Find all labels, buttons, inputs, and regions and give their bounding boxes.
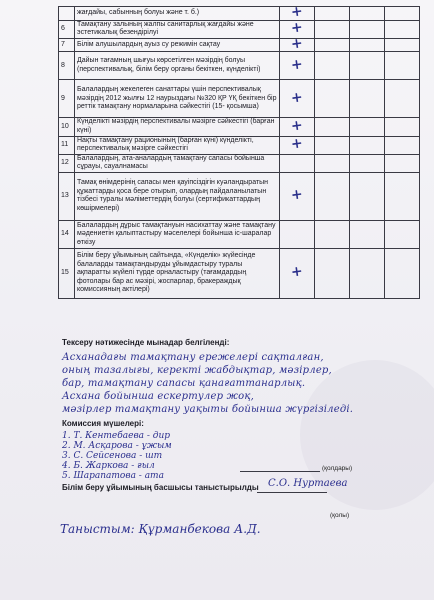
table-row [59,118,420,136]
row-empty-cell [315,7,350,21]
criteria-table [58,3,420,299]
row-empty-cell [385,80,420,118]
checkmark-plus-icon: + [290,88,304,107]
conclusion-line: оның тазалығы, керекті жабдықтар, мәзірлер, [62,365,332,376]
row-empty-cell [315,172,350,220]
row-empty-cell [350,154,385,172]
row-number: 10 [59,118,75,136]
row-mark [280,220,315,248]
row-empty-cell [350,80,385,118]
conclusion-line: Асханадағы тамақтану ережелері сақталған, [62,352,324,363]
row-empty-cell [315,154,350,172]
row-mark [280,80,315,118]
signature-rule [240,471,320,472]
row-criterion-text: Білім беру ұйымының сайтында, «Күнделік» жүйесінде балаларды тамақтандыруды ұйымдастыру туралы ақпаратты жүйелі түрде орналастыру (тағамдардың фотолары бар ас мәзірі, жоспарлар, бракераждық комиссияның актілері) [75,248,280,298]
row-number: 15 [59,248,75,298]
checkmark-plus-icon: + [290,3,304,21]
table-row [59,220,420,248]
row-mark [280,118,315,136]
row-mark [280,154,315,172]
row-criterion-text: Тамақтану залының жалпы санитарлық жағдайы және эстетикалық безендірілуі [75,20,280,38]
row-mark [280,3,315,21]
checkmark-plus-icon: + [290,263,304,281]
row-empty-cell [385,220,420,248]
row-empty-cell [350,118,385,136]
row-empty-cell [350,38,385,52]
checkmark-plus-icon: + [290,35,304,53]
row-empty-cell [315,220,350,248]
signatures-label: (қолдары) [322,465,353,472]
row-empty-cell [350,7,385,21]
row-empty-cell [350,20,385,38]
familiar-handwriting: Таныстым: Құрманбекова А.Д. [60,522,261,536]
row-empty-cell [385,248,420,298]
conclusion-line: бар, тамақтану сапасы қанағаттанарлық. [62,378,306,389]
row-empty-cell [350,136,385,154]
table-row [59,38,420,52]
head-signature-handwriting: С.О. Нуртаева [268,478,348,489]
row-empty-cell [315,80,350,118]
row-empty-cell [315,20,350,38]
row-number: 7 [59,38,75,52]
table-row [59,172,420,220]
member-signature-line: 5. Шарапатова - ата [62,471,164,481]
head-acknowledged-label: Білім беру ұйымының басшысы таныстырылды [62,483,259,492]
row-criterion-text: Балалардың дұрыс тамақтануын насихаттау және тамақтану мәдениетін қалыптастыру мәселелері бойынша іс-шаралар өткізу [75,220,280,248]
row-criterion-text: Тамақ өнімдерінің сапасы мен қауіпсіздігін куәландыратын құжаттарды қоса бере отырып, олардың пайдаланылатын тізбесі туралы мәліметтердің болуы (сертификаттардың көшірмелері) [75,172,280,220]
row-criterion-text: Балалардың жекелеген санаттары үшін перспективалық мәзірдің 2012 жылғы 12 наурыздағы №320 ҚР ҮҚ бекіткен бір реттік тамақтану нормаларына сәйкестігі (15- қосымша) [75,80,280,118]
row-empty-cell [350,248,385,298]
row-empty-cell [385,136,420,154]
row-number: 14 [59,220,75,248]
row-number: 12 [59,154,75,172]
table-row [59,20,420,38]
row-number [59,7,75,21]
conclusion-line: мәзірлер тамақтану уақыты бойынша жүргізіледі. [62,404,354,415]
row-empty-cell [315,118,350,136]
row-number: 6 [59,20,75,38]
checkmark-plus-icon: + [290,19,304,37]
row-empty-cell [350,52,385,80]
row-mark [280,172,315,220]
checkmark-plus-icon: + [290,116,304,135]
row-empty-cell [385,172,420,220]
conclusion-label: Тексеру нәтижесінде мынадар белгіленді: [62,338,230,347]
row-empty-cell [385,7,420,21]
row-empty-cell [385,52,420,80]
row-mark [280,35,315,53]
row-criterion-text: Дайын тағамның шығуы көрсетілген мәзірдің болуы (перспективалық, білім беру органы бекіткен, күнделікті) [75,52,280,80]
checkmark-plus-icon: + [290,55,304,74]
row-number: 13 [59,172,75,220]
row-criterion-text: жағдайы, сабынның болуы және т. б.) [75,7,280,21]
checkmark-plus-icon: + [290,135,304,153]
row-mark [280,136,315,154]
row-number: 11 [59,136,75,154]
table-row [59,52,420,80]
row-mark [280,52,315,80]
row-number: 8 [59,52,75,80]
row-criterion-text: Күнделікті мәзірдің перспективалы мәзірге сәйкестігі (барған күні) [75,118,280,136]
conclusion-line: Асхана бойынша ескертулер жоқ, [62,391,254,402]
row-empty-cell [315,248,350,298]
row-empty-cell [385,20,420,38]
table-row [59,7,420,21]
row-empty-cell [385,38,420,52]
member-signature-line: 3. С. Сейсенова - шт [62,451,163,461]
member-signature-line: 4. Б. Жаркова - ғыл [62,461,155,471]
row-criterion-text: Білім алушылардың ауыз су режимін сақтау [75,38,280,52]
head-signature-label: (қолы) [330,512,350,519]
row-number: 9 [59,80,75,118]
row-empty-cell [315,136,350,154]
table-row [59,248,420,298]
row-empty-cell [385,118,420,136]
row-criterion-text: Нақты тамақтану рационының (барған күні) күнделікті, перспективалық мәзірге сәйкестігі [75,136,280,154]
members-label: Комиссия мүшелері: [62,419,144,428]
row-criterion-text: Балалардың, ата-аналардың тамақтану сапасы бойынша сұрауы, сауалнамасы [75,154,280,172]
row-empty-cell [350,172,385,220]
row-empty-cell [350,220,385,248]
table-row [59,80,420,118]
member-signature-line: 1. Т. Кентебаева - дир [62,431,171,441]
row-empty-cell [315,38,350,52]
table-row [59,136,420,154]
member-signature-line: 2. М. Асқарова - ұжым [62,441,172,451]
row-empty-cell [385,154,420,172]
table-row [59,154,420,172]
checkmark-plus-icon: + [290,186,304,204]
row-mark [280,248,315,298]
head-signature-rule [257,492,327,493]
row-empty-cell [315,52,350,80]
